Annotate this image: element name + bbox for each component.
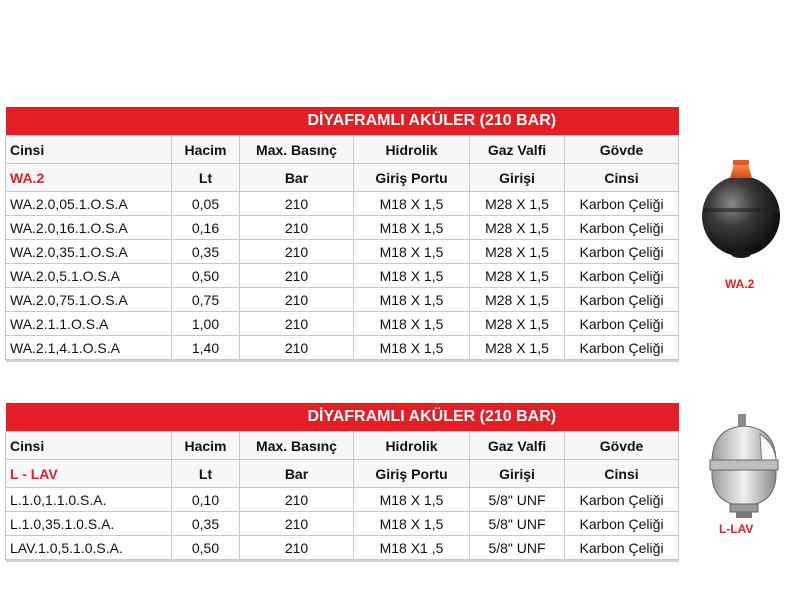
llav-caption: L-LAV	[719, 522, 754, 536]
col-hidrolik: Hidrolik	[354, 432, 470, 460]
table-row	[6, 288, 679, 312]
header-row-bottom	[6, 460, 679, 488]
unit-bar: Bar	[240, 164, 354, 192]
cell-max-basinc: 210	[240, 288, 354, 312]
col-max-basinc: Max. Basınç	[240, 136, 354, 164]
cell-gaz-valfi: M28 X 1,5	[470, 288, 565, 312]
cell-hidrolik: M18 X1 ,5	[354, 536, 470, 560]
sub-girisi: Girişi	[470, 460, 565, 488]
cell-hidrolik: M18 X 1,5	[354, 488, 470, 512]
cell-max-basinc: 210	[240, 312, 354, 336]
cell-govde: Karbon Çeliği	[565, 536, 679, 560]
table-row	[6, 536, 679, 560]
header-row-bottom	[6, 164, 679, 192]
col-gaz-valfi: Gaz Valfi	[470, 432, 565, 460]
cell-govde: Karbon Çeliği	[565, 512, 679, 536]
table-row	[6, 264, 679, 288]
cell-govde: Karbon Çeliği	[565, 288, 679, 312]
cell-gaz-valfi: M28 X 1,5	[470, 336, 565, 360]
cell-hacim: 0,50	[172, 264, 240, 288]
cell-hidrolik: M18 X 1,5	[354, 264, 470, 288]
table-title: DİYAFRAMLI AKÜLER (210 BAR)	[6, 403, 679, 432]
sub-giris-portu: Giriş Portu	[354, 460, 470, 488]
cell-gaz-valfi: 5/8" UNF	[470, 488, 565, 512]
cell-max-basinc: 210	[240, 264, 354, 288]
cell-hacim: 0,35	[172, 240, 240, 264]
header-row-top	[6, 432, 679, 460]
col-gaz-valfi: Gaz Valfi	[470, 136, 565, 164]
cell-cinsi: LAV.1.0,5.1.0.S.A.	[6, 536, 172, 560]
header-row-top	[6, 136, 679, 164]
cell-govde: Karbon Çeliği	[565, 264, 679, 288]
cell-hidrolik: M18 X 1,5	[354, 240, 470, 264]
cell-gaz-valfi: 5/8" UNF	[470, 536, 565, 560]
cell-gaz-valfi: M28 X 1,5	[470, 192, 565, 216]
cell-govde: Karbon Çeliği	[565, 336, 679, 360]
table-row	[6, 488, 679, 512]
cell-gaz-valfi: M28 X 1,5	[470, 312, 565, 336]
col-hacim: Hacim	[172, 432, 240, 460]
table-row	[6, 336, 679, 360]
cell-hacim: 0,35	[172, 512, 240, 536]
llav-accumulator-image	[700, 412, 788, 520]
cell-cinsi: WA.2.0,5.1.O.S.A	[6, 264, 172, 288]
accumulator-table-llav	[5, 403, 679, 562]
unit-bar: Bar	[240, 460, 354, 488]
cell-cinsi: L.1.0,1.1.0.S.A.	[6, 488, 172, 512]
sub-cinsi: Cinsi	[565, 460, 679, 488]
cell-hidrolik: M18 X 1,5	[354, 216, 470, 240]
cell-hidrolik: M18 X 1,5	[354, 288, 470, 312]
col-max-basinc: Max. Basınç	[240, 432, 354, 460]
cell-govde: Karbon Çeliği	[565, 240, 679, 264]
table-bottom-border	[6, 360, 679, 363]
col-govde: Gövde	[565, 136, 679, 164]
table-row	[6, 512, 679, 536]
cell-gaz-valfi: M28 X 1,5	[470, 240, 565, 264]
cell-govde: Karbon Çeliği	[565, 216, 679, 240]
sub-cinsi: Cinsi	[565, 164, 679, 192]
cell-max-basinc: 210	[240, 512, 354, 536]
table-row	[6, 240, 679, 264]
cell-cinsi: WA.2.0,35.1.O.S.A	[6, 240, 172, 264]
sub-giris-portu: Giriş Portu	[354, 164, 470, 192]
cell-hacim: 0,75	[172, 288, 240, 312]
cell-cinsi: L.1.0,35.1.0.S.A.	[6, 512, 172, 536]
cell-govde: Karbon Çeliği	[565, 488, 679, 512]
col-cinsi: Cinsi	[6, 136, 172, 164]
table-row	[6, 312, 679, 336]
col-hacim: Hacim	[172, 136, 240, 164]
cell-gaz-valfi: M28 X 1,5	[470, 264, 565, 288]
cell-cinsi: WA.2.0,05.1.O.S.A	[6, 192, 172, 216]
table-row	[6, 216, 679, 240]
cell-hidrolik: M18 X 1,5	[354, 512, 470, 536]
cell-cinsi: WA.2.1.1.O.S.A	[6, 312, 172, 336]
table-row	[6, 192, 679, 216]
cell-hidrolik: M18 X 1,5	[354, 312, 470, 336]
table-title: DİYAFRAMLI AKÜLER (210 BAR)	[6, 107, 679, 136]
cell-gaz-valfi: M28 X 1,5	[470, 216, 565, 240]
cell-hidrolik: M18 X 1,5	[354, 192, 470, 216]
wa2-accumulator-image	[700, 150, 782, 268]
table-bottom-border	[6, 560, 679, 563]
cell-max-basinc: 210	[240, 488, 354, 512]
cell-gaz-valfi: 5/8" UNF	[470, 512, 565, 536]
cell-cinsi: WA.2.0,16.1.O.S.A	[6, 216, 172, 240]
cell-max-basinc: 210	[240, 216, 354, 240]
cell-hidrolik: M18 X 1,5	[354, 336, 470, 360]
cell-hacim: 1,40	[172, 336, 240, 360]
cell-cinsi: WA.2.0,75.1.O.S.A	[6, 288, 172, 312]
cell-max-basinc: 210	[240, 536, 354, 560]
unit-lt: Lt	[172, 460, 240, 488]
cell-max-basinc: 210	[240, 192, 354, 216]
cell-govde: Karbon Çeliği	[565, 312, 679, 336]
cell-hacim: 0,50	[172, 536, 240, 560]
wa2-caption: WA.2	[725, 277, 755, 291]
series-code: WA.2	[6, 164, 172, 192]
cell-max-basinc: 210	[240, 240, 354, 264]
unit-lt: Lt	[172, 164, 240, 192]
cell-hacim: 0,10	[172, 488, 240, 512]
cell-max-basinc: 210	[240, 336, 354, 360]
accumulator-table-wa2	[5, 107, 679, 362]
sub-girisi: Girişi	[470, 164, 565, 192]
col-hidrolik: Hidrolik	[354, 136, 470, 164]
cell-govde: Karbon Çeliği	[565, 192, 679, 216]
cell-hacim: 1,00	[172, 312, 240, 336]
cell-cinsi: WA.2.1,4.1.O.S.A	[6, 336, 172, 360]
cell-hacim: 0,16	[172, 216, 240, 240]
col-govde: Gövde	[565, 432, 679, 460]
cell-hacim: 0,05	[172, 192, 240, 216]
col-cinsi: Cinsi	[6, 432, 172, 460]
series-code: L - LAV	[6, 460, 172, 488]
